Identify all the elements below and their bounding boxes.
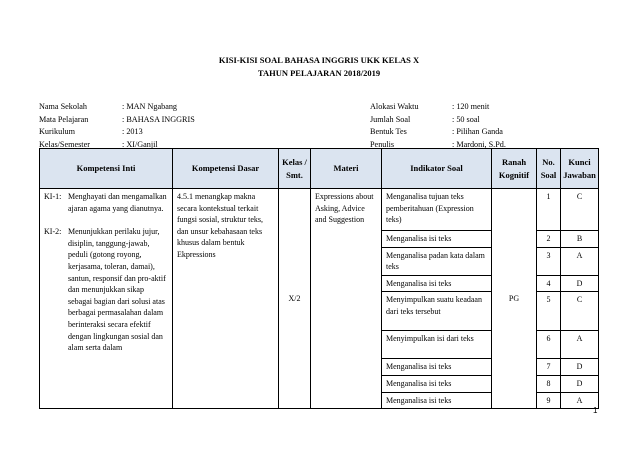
kelas-cell	[279, 189, 311, 409]
header-no-soal: No. Soal	[537, 149, 561, 189]
info-value: : MAN Ngabang	[122, 102, 178, 111]
no-soal: 3	[546, 250, 551, 260]
info-value: : 2013	[122, 127, 143, 136]
indikator-text: Menganalisa padan kata dalam teks	[386, 250, 485, 272]
kisi-kisi-table	[39, 148, 599, 409]
header-materi: Materi	[311, 149, 382, 189]
kunci-jawaban: D	[576, 378, 583, 388]
info-label: Bentuk Tes	[370, 127, 407, 136]
ki1-label: KI-1:	[44, 192, 62, 201]
info-label: Mata Pelajaran	[39, 114, 89, 124]
header-indikator: Indikator Soal	[382, 149, 492, 189]
kd-text: 4.5.1 menangkap makna secara kontekstual terkait fungsi sosial, struktur teks, dan unsur kebahasaan teks khusus dalam bentuk Ekpressions	[177, 192, 263, 259]
indikator-text: Menganalisa isi teks	[386, 362, 452, 372]
no-soal: 9	[546, 395, 551, 405]
no-soal: 2	[546, 234, 551, 243]
info-value: : 120 menit	[452, 102, 490, 111]
kunci-jawaban: C	[576, 192, 583, 201]
ranah-value: PG	[508, 294, 520, 304]
kunci-jawaban: D	[576, 362, 583, 372]
no-soal: 5	[546, 295, 551, 305]
indikator-text: Menyimpulkan suatu keadaan dari teks tersebut	[386, 295, 482, 316]
no-soal: 6	[546, 334, 551, 344]
ki1-text: Menghayati dan mengamalkan ajaran agama yang dianutnya.	[68, 192, 167, 213]
info-value: : 50 soal	[452, 114, 480, 124]
info-label: Kelas/Semester	[39, 139, 90, 149]
no-soal: 8	[546, 378, 551, 388]
info-left-labels	[39, 101, 90, 151]
no-soal: 7	[546, 362, 551, 372]
kunci-jawaban: A	[576, 334, 583, 344]
kunci-jawaban: D	[576, 278, 583, 288]
info-label: Penulis	[370, 139, 395, 149]
document-title: KISI-KISI SOAL BAHASA INGGRIS UKK KELAS X	[218, 55, 420, 65]
info-value: : XI/Ganjil	[122, 139, 158, 149]
indikator-text: Menganalisa tujuan teks pemberitahuan (Expression teks)	[386, 192, 474, 225]
document-subtitle: TAHUN PELAJARAN 2018/2019	[257, 68, 381, 78]
header-kunci: Kunci Jawaban	[561, 149, 599, 189]
info-value: : BAHASA INGGRIS	[122, 114, 195, 124]
kompetensi-dasar-cell	[173, 189, 279, 409]
kunci-jawaban: B	[576, 234, 583, 243]
indikator-cell	[382, 189, 492, 231]
info-value: : Pilihan Ganda	[452, 127, 503, 136]
ki2-text: Menunjukkan perilaku jujur, disiplin, tanggung-jawab, peduli (gotong royong, kerjasama, toleran, damai), santun, responsif dan pro-aktif dan menunjukkan sikap sebagai bagian dari solusi atas berbagai permasalahan dalam berinteraksi secara efektif dengan lingkungan sosial dan alam serta dalam	[68, 227, 166, 353]
info-right-values	[452, 101, 506, 151]
ki2-label: KI-2:	[44, 227, 62, 237]
info-label: Kurikulum	[39, 127, 75, 136]
kelas-value: X/2	[288, 294, 301, 304]
header-ranah: Ranah Kognitif	[492, 149, 537, 189]
info-label: Nama Sekolah	[39, 102, 87, 111]
indikator-text: Menganalisa isi teks	[386, 278, 452, 288]
materi-cell	[311, 189, 382, 409]
info-label: Jumlah Soal	[370, 114, 411, 124]
info-left-values	[122, 101, 195, 151]
no-soal: 4	[546, 278, 551, 288]
kunci-jawaban: A	[576, 250, 583, 260]
header-kompetensi-inti: Kompetensi Inti	[40, 149, 173, 189]
kunci-jawaban: C	[576, 295, 583, 305]
indikator-text: Menyimpulkan isi dari teks	[386, 334, 474, 344]
indikator-text: Menganalisa isi teks	[386, 395, 452, 405]
indikator-text: Menganalisa isi teks	[386, 234, 452, 243]
header-kelas: Kelas / Smt.	[279, 149, 311, 189]
header-kompetensi-dasar: Kompetensi Dasar	[173, 149, 279, 189]
info-value: : Mardoni, S.Pd.	[452, 139, 506, 149]
ranah-cell	[492, 189, 537, 409]
kompetensi-inti-cell	[40, 189, 173, 409]
no-soal: 1	[546, 192, 551, 201]
materi-text: Expressions about Asking, Advice and Suggestion	[315, 192, 374, 225]
info-label: Alokasi Waktu	[370, 102, 419, 111]
indikator-text: Menganalisa isi teks	[386, 378, 452, 388]
kunci-jawaban: A	[576, 395, 583, 405]
info-right-labels	[370, 101, 419, 151]
page-number: 1	[593, 406, 598, 415]
